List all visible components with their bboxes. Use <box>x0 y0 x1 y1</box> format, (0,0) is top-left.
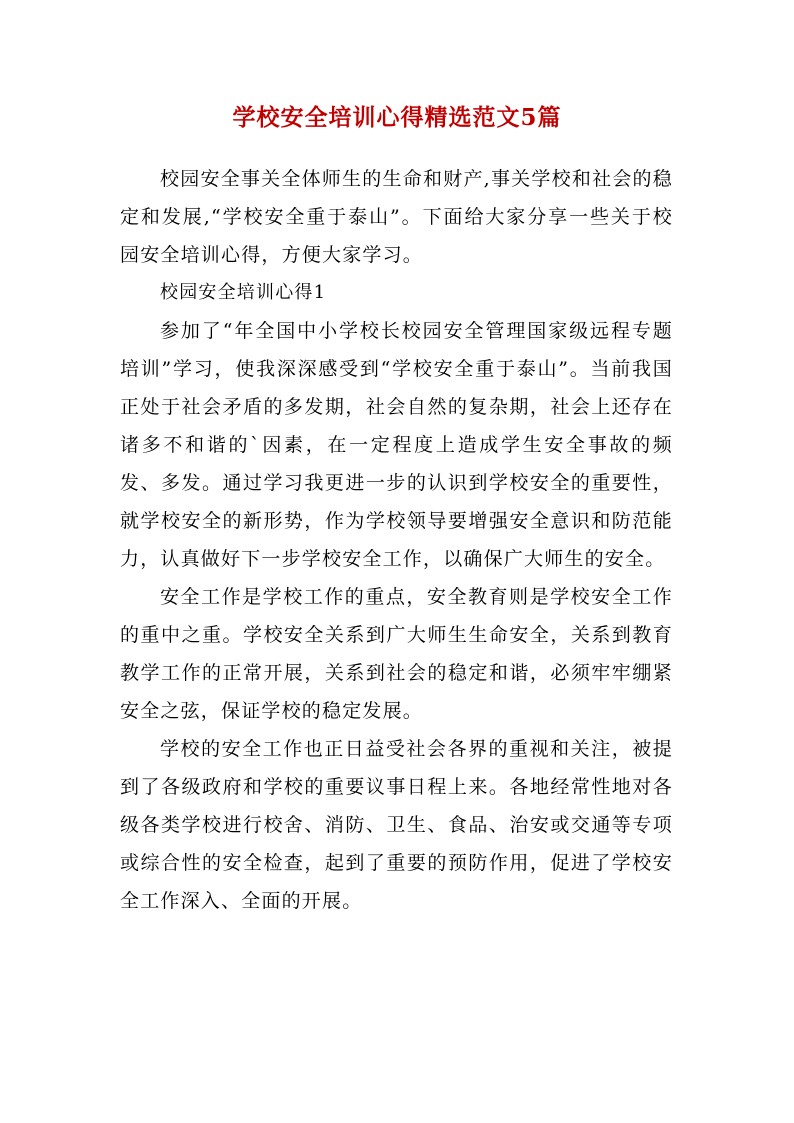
body-paragraph-3: 学校的安全工作也正日益受社会各界的重视和关注，被提到了各级政府和学校的重要议事日程上来。各地经常性地对各级各类学校进行校舍、消防、卫生、食品、治安或交通等专项或综合性的安全检查，起到了重要的预防作用，促进了学校安全工作深入、全面的开展。 <box>120 738 673 912</box>
body-paragraph-1: 参加了“年全国中小学校长校园安全管理国家级远程专题培训”学习，使我深深感受到“学校安全重于泰山”。当前我国正处于社会矛盾的多发期，社会自然的复杂期，社会上还存在诸多不和谐的`因素，在一定程度上造成学生安全事故的频发、多发。通过学习我更进一步的认识到学校安全的重要性，就学校安全的新形势，作为学校领导要增强安全意识和防范能力，认真做好下一步学校安全工作，以确保广大师生的安全。 <box>120 320 673 570</box>
document-body <box>120 160 673 920</box>
section-heading: 校园安全培训心得1 <box>160 282 327 303</box>
document-title: 学校安全培训心得精选范文5篇 <box>232 104 562 131</box>
intro-paragraph: 校园安全事关全体师生的生命和财产,事关学校和社会的稳定和发展,“学校安全重于泰山”。下面给大家分享一些关于校园安全培训心得，方便大家学习。 <box>120 168 673 266</box>
body-paragraph-2: 安全工作是学校工作的重点，安全教育则是学校安全工作的重中之重。学校安全关系到广大师生生命安全，关系到教育教学工作的正常开展，关系到社会的稳定和谐，必须牢牢绷紧安全之弦，保证学校的稳定发展。 <box>120 586 673 722</box>
